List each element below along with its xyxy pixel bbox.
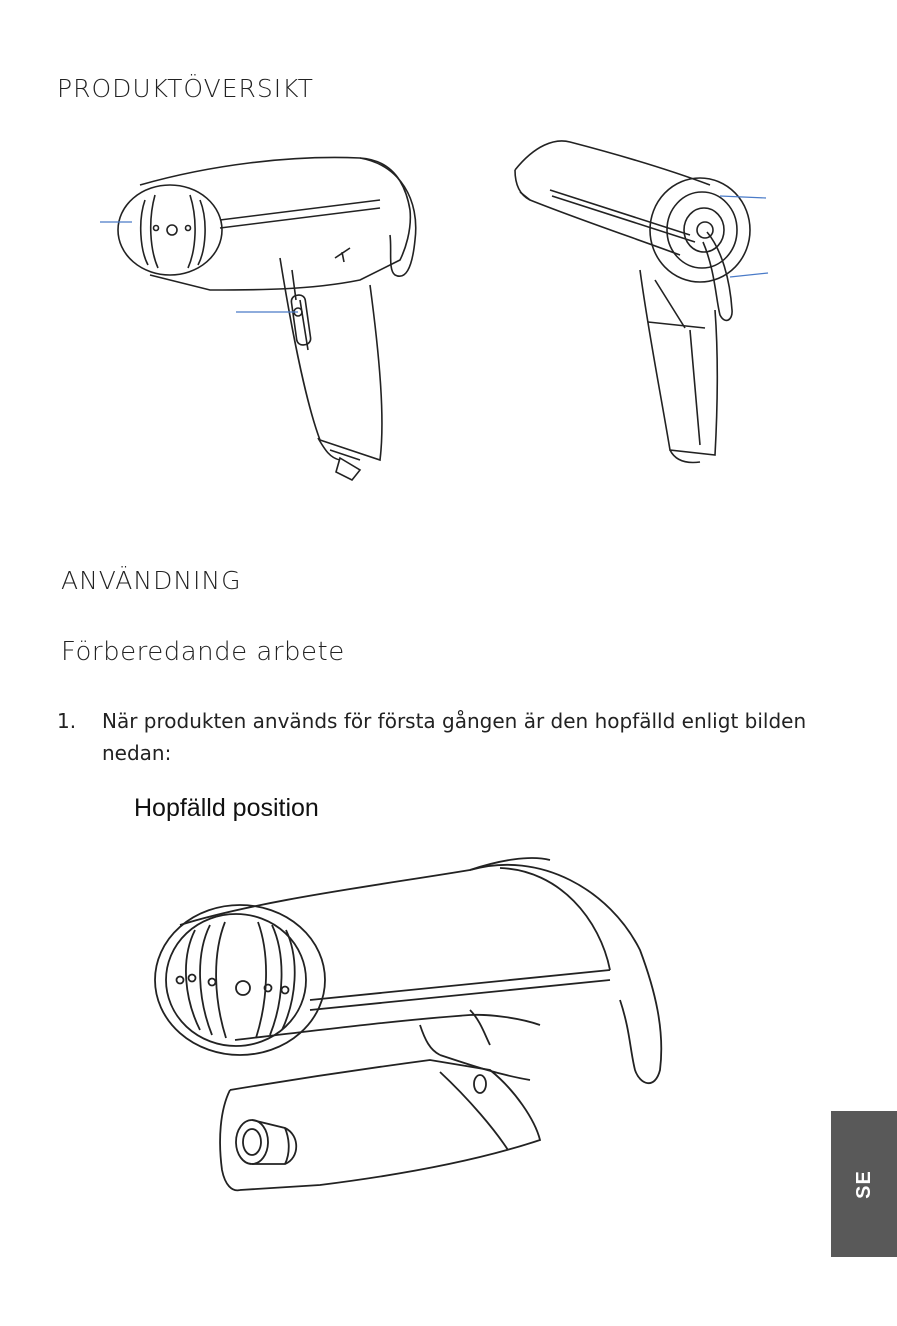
folded-position-illustration <box>140 840 680 1210</box>
step-text: När produkten används för första gången är den hopfälld enligt bilden nedan: <box>102 709 807 765</box>
product-front-view-illustration <box>60 140 420 500</box>
folded-body <box>155 858 661 1190</box>
section-title-usage: ANVÄNDNING <box>61 566 242 595</box>
section-title-product-overview: PRODUKTÖVERSIKT <box>57 74 314 103</box>
language-tab-label: SE <box>852 1169 875 1199</box>
subsection-title-preparation: Förberedande arbete <box>61 637 345 667</box>
front-view-body <box>118 157 416 480</box>
language-tab <box>831 1111 897 1257</box>
product-back-view-illustration <box>490 130 790 470</box>
step-number: 1. <box>57 709 77 733</box>
figure-caption: Hopfälld position <box>134 794 319 822</box>
callout-line-end-cap <box>720 196 766 198</box>
callout-line-hanging-loop <box>730 273 768 277</box>
back-view-body <box>515 141 750 463</box>
